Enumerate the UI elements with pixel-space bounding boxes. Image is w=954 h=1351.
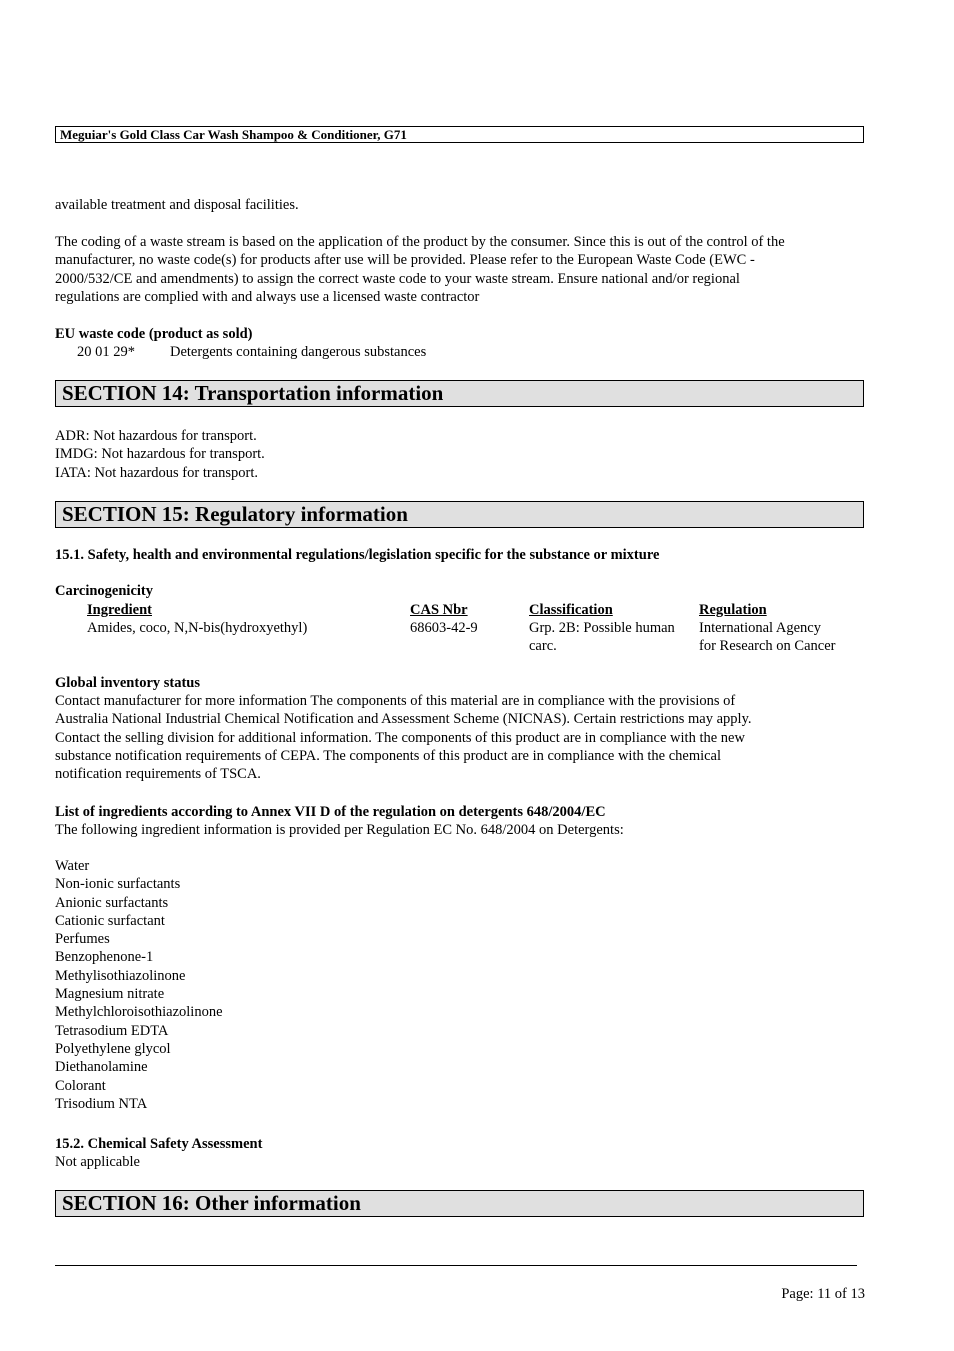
- paragraph-line: Contact the selling division for additional information. The components of this product are in compliance with the new: [55, 729, 745, 746]
- regulation-line: for Research on Cancer: [699, 638, 836, 655]
- section-16-title: SECTION 16: Other information: [55, 1190, 864, 1217]
- paragraph-line: notification requirements of TSCA.: [55, 766, 261, 783]
- table-cell-classification: [529, 619, 675, 656]
- list-item: Anionic surfactants: [55, 894, 169, 911]
- list-item: Tetrasodium EDTA: [55, 1022, 169, 1039]
- list-item: Perfumes: [55, 931, 110, 948]
- paragraph-line: 2000/532/CE and amendments) to assign the correct waste code to your waste stream. Ensure national and/or regional: [55, 270, 740, 287]
- paragraph-line: regulations are complied with and always use a licensed waste contractor: [55, 288, 480, 305]
- transport-iata: IATA: Not hazardous for transport.: [55, 464, 258, 481]
- list-item: Diethanolamine: [55, 1059, 148, 1076]
- paragraph-line: Contact manufacturer for more information The components of this material are in compliance with the provisions of: [55, 693, 736, 709]
- transport-info: [55, 427, 867, 482]
- list-item: Methylisothiazolinone: [55, 967, 186, 984]
- footer-divider: [55, 1265, 857, 1266]
- paragraph-line: manufacturer, no waste code(s) for products after use will be provided. Please refer to the European Waste Code (EWC -: [55, 252, 755, 269]
- page-number: Page: 11 of 13: [781, 1286, 865, 1302]
- column-header-cas: CAS Nbr: [410, 602, 468, 618]
- list-item: Water: [55, 858, 90, 874]
- table-cell-regulation: [699, 619, 835, 656]
- list-item: Non-ionic surfactants: [55, 876, 181, 893]
- section-14-title: SECTION 14: Transportation information: [55, 380, 864, 407]
- classification-line: carc.: [529, 638, 557, 655]
- paragraph-line: The coding of a waste stream is based on the application of the product by the consumer. Since this is out of the control of the: [55, 234, 785, 250]
- table-cell-ingredient: Amides, coco, N,N-bis(hydroxyethyl): [87, 620, 308, 636]
- waste-continued-text: available treatment and disposal facilities.: [55, 197, 299, 213]
- carcinogenicity-heading: Carcinogenicity: [55, 583, 153, 599]
- paragraph-line: Australia National Industrial Chemical Notification and Assessment Scheme (NICNAS). Certain restrictions may apply.: [55, 711, 752, 728]
- transport-imdg: IMDG: Not hazardous for transport.: [55, 446, 265, 463]
- list-item: Magnesium nitrate: [55, 986, 165, 1003]
- list-item: Cationic surfactant: [55, 912, 165, 929]
- column-header-classification: Classification: [529, 602, 613, 618]
- ingredient-list: [55, 857, 223, 1113]
- list-item: Benzophenone-1: [55, 949, 154, 966]
- subsection-15-1-heading: 15.1. Safety, health and environmental regulations/legislation specific for the substance or mixture: [55, 547, 660, 563]
- regulation-line: International Agency: [699, 620, 821, 636]
- eu-waste-description: Detergents containing dangerous substances: [170, 344, 427, 360]
- list-item: Colorant: [55, 1077, 106, 1094]
- list-item: Trisodium NTA: [55, 1095, 148, 1112]
- inventory-paragraph: [55, 692, 867, 783]
- eu-waste-code: 20 01 29*: [77, 344, 135, 360]
- list-item: Polyethylene glycol: [55, 1040, 171, 1057]
- paragraph-line: substance notification requirements of CEPA. The components of this product are in compliance with the chemical: [55, 747, 722, 764]
- eu-waste-heading: EU waste code (product as sold): [55, 326, 253, 342]
- section-15-title: SECTION 15: Regulatory information: [55, 501, 864, 528]
- annex-heading: List of ingredients according to Annex VII D of the regulation on detergents 648/2004/EC: [55, 804, 606, 820]
- subsection-15-2-text: Not applicable: [55, 1154, 140, 1170]
- subsection-15-2-heading: 15.2. Chemical Safety Assessment: [55, 1136, 263, 1152]
- annex-intro: The following ingredient information is provided per Regulation EC No. 648/2004 on Detergents:: [55, 822, 624, 838]
- waste-coding-paragraph: [55, 233, 867, 306]
- column-header-regulation: Regulation: [699, 602, 767, 618]
- column-header-ingredient: Ingredient: [87, 602, 152, 618]
- transport-adr: ADR: Not hazardous for transport.: [55, 428, 257, 444]
- document-header: Meguiar's Gold Class Car Wash Shampoo & Conditioner, G71: [55, 126, 864, 143]
- inventory-heading: Global inventory status: [55, 675, 201, 691]
- table-cell-cas: 68603-42-9: [410, 620, 478, 636]
- list-item: Methylchloroisothiazolinone: [55, 1004, 223, 1021]
- classification-line: Grp. 2B: Possible human: [529, 620, 675, 636]
- carcinogenicity-table: [0, 601, 954, 655]
